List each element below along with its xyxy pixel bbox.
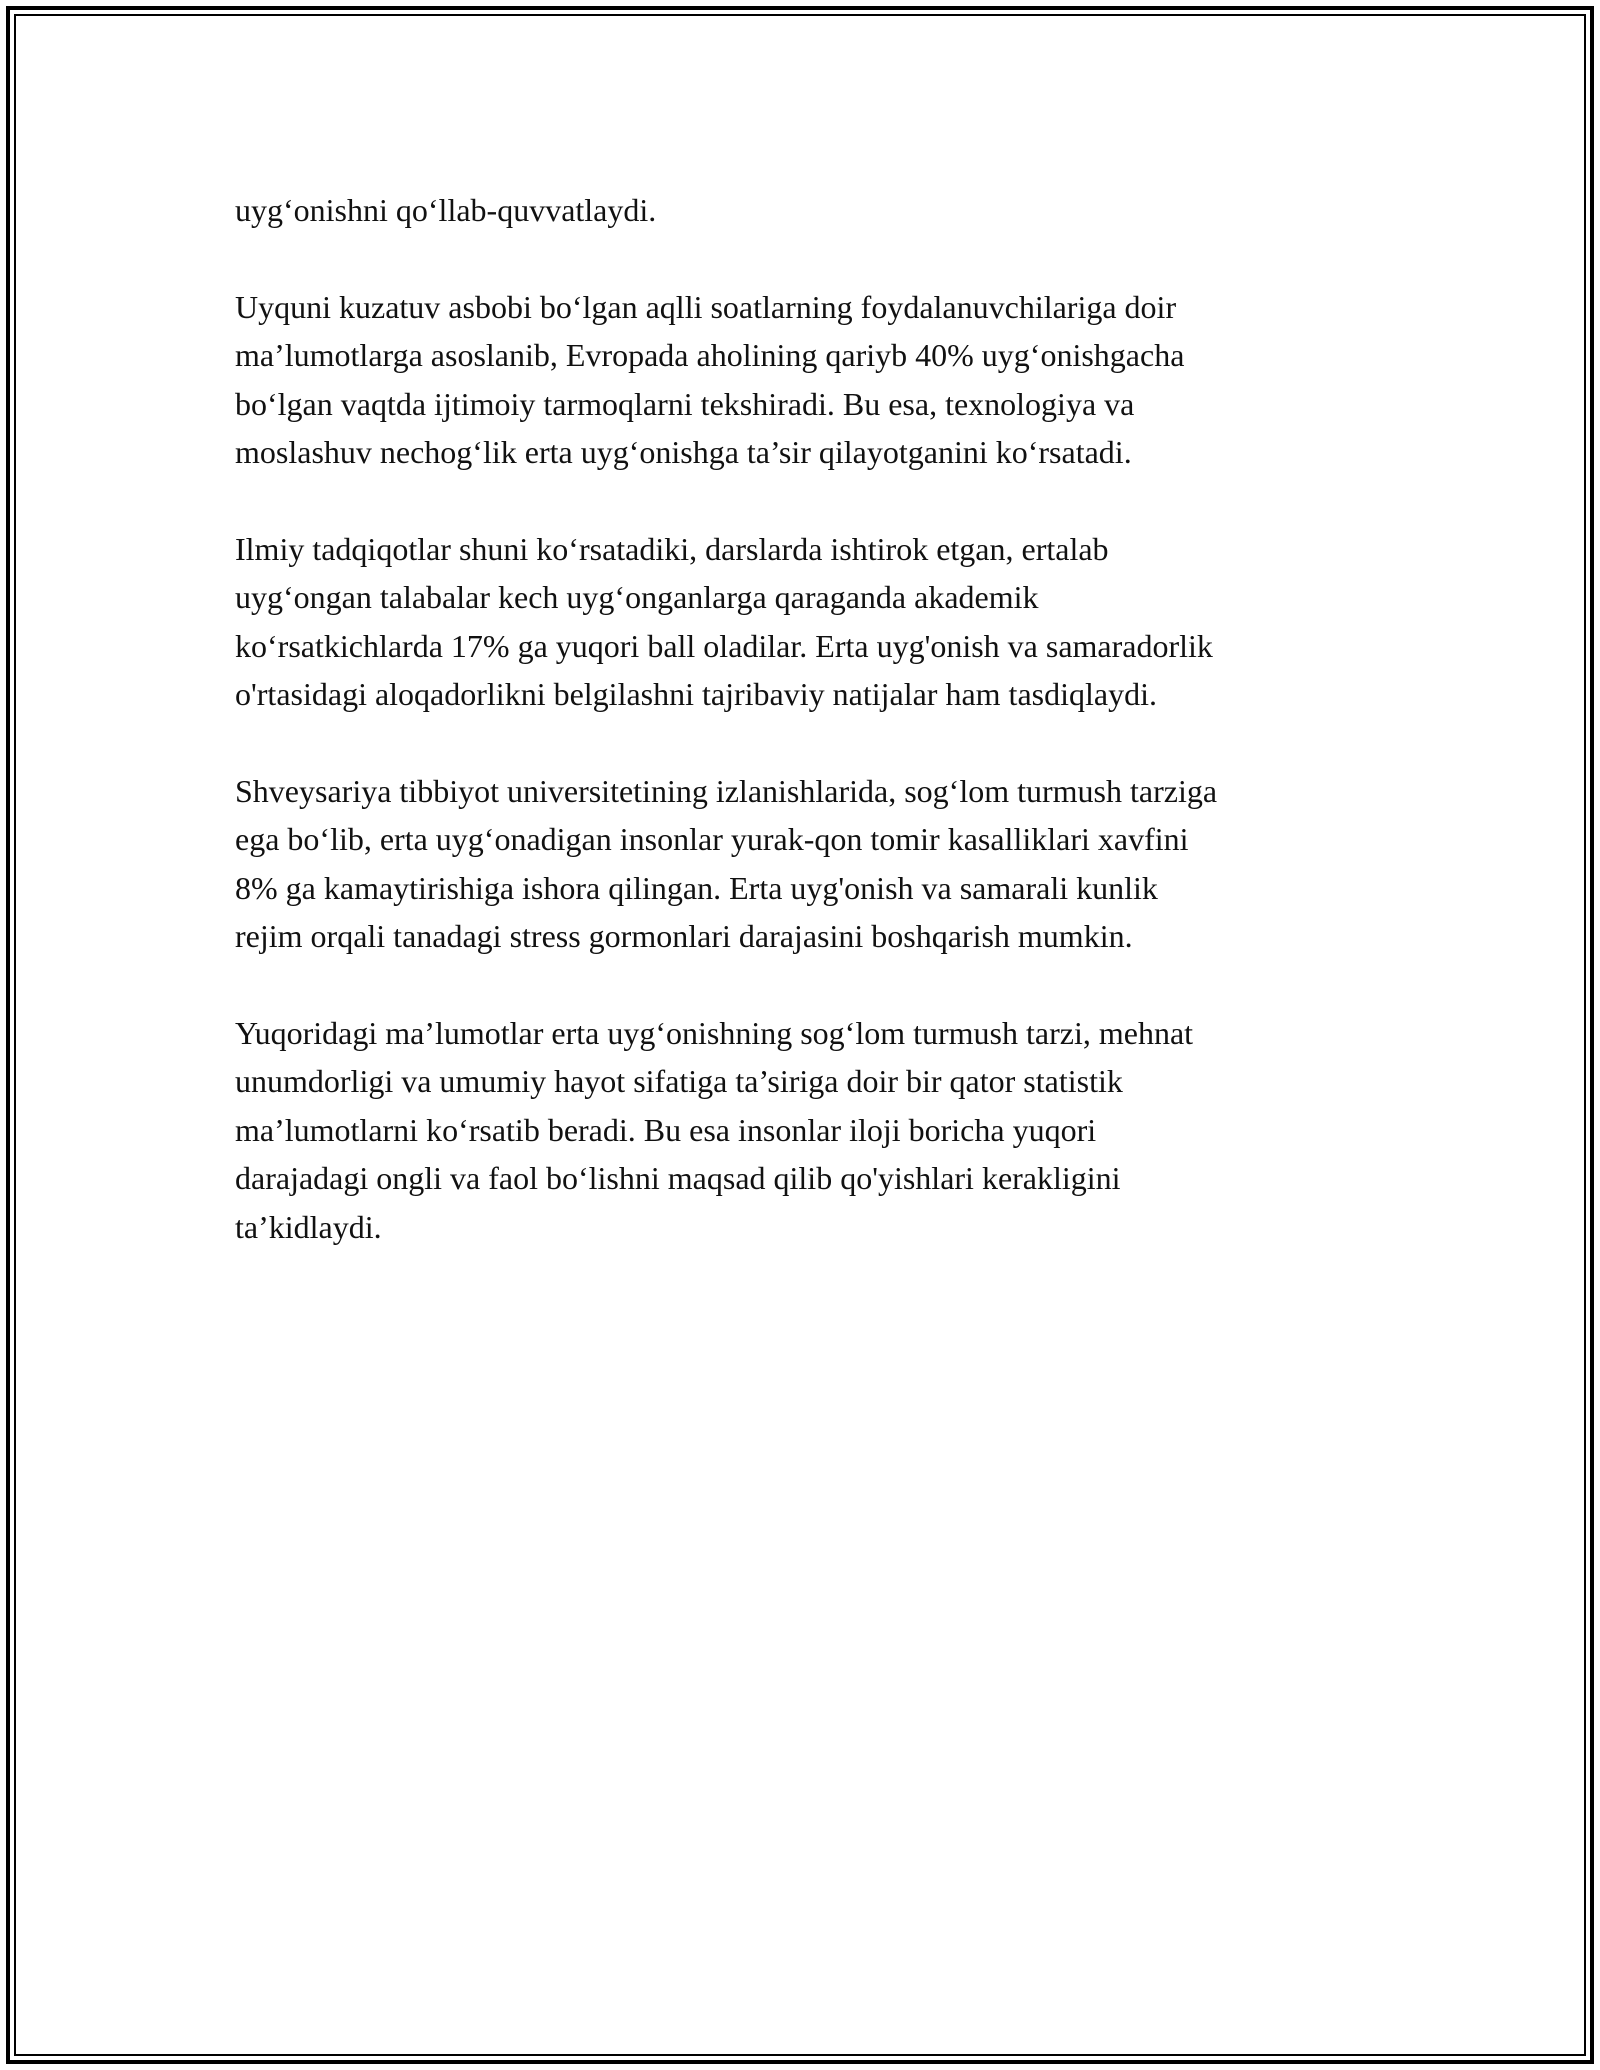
text-line: Shveysariya tibbiyot universitetining izlanishlarida, sog‘lom turmush tarziga — [235, 772, 1218, 809]
paragraph-2 — [235, 283, 1375, 477]
paragraph-1 — [235, 186, 1375, 235]
text-line: unumdorligi va umumiy hayot sifatiga ta’siriga doir bir qator statistik — [235, 1063, 1123, 1099]
text-line: ko‘rsatkichlarda 17% ga yuqori ball oladilar. Erta uyg'onish va samaradorlik — [235, 627, 1213, 664]
text-line: o'rtasidagi aloqadorlikni belgilashni tajribaviy natijalar ham tasdiqlaydi. — [235, 676, 1157, 712]
text-line: moslashuv nechog‘lik erta uyg‘onishga ta’sir qilayotganini ko‘rsatadi. — [235, 434, 1132, 470]
text-line: rejim orqali tanadagi stress gormonlari darajasini boshqarish mumkin. — [235, 918, 1133, 954]
text-line: ma’lumotlarni ko‘rsatib beradi. Bu esa insonlar iloji boricha yuqori — [235, 1111, 1097, 1148]
text-line: ma’lumotlarga asoslanib, Evropada aholining qariyb 40% uyg‘onishgacha — [235, 337, 1185, 373]
text-line: bo‘lgan vaqtda ijtimoiy tarmoqlarni tekshiradi. Bu esa, texnologiya va — [235, 385, 1135, 422]
text-line: Yuqoridagi ma’lumotlar erta uyg‘onishning sog‘lom turmush tarzi, mehnat — [235, 1014, 1194, 1051]
text-line: uyg‘ongan talabalar kech uyg‘onganlarga qaraganda akademik — [235, 579, 1039, 615]
text-line: ega bo‘lib, erta uyg‘onadigan insonlar yurak-qon tomir kasalliklari xavfini — [235, 821, 1189, 857]
text-line: Ilmiy tadqiqotlar shuni ko‘rsatadiki, darslarda ishtirok etgan, ertalab — [235, 530, 1109, 567]
text-line: 8% ga kamaytirishiga ishora qilingan. Erta uyg'onish va samarali kunlik — [235, 869, 1158, 906]
text-line: ta’kidlaydi. — [235, 1208, 382, 1245]
text-line: uyg‘onishni qo‘llab-quvvatlaydi. — [235, 192, 657, 228]
text-line: Uyquni kuzatuv asbobi bo‘lgan aqlli soatlarning foydalanuvchilariga doir — [235, 288, 1177, 325]
paragraph-3 — [235, 525, 1375, 719]
paragraph-4 — [235, 767, 1375, 961]
text-line: darajadagi ongli va faol bo‘lishni maqsad qilib qo'yishlari kerakligini — [235, 1160, 1121, 1196]
paragraph-5 — [235, 1009, 1375, 1252]
document-body — [235, 186, 1375, 1299]
